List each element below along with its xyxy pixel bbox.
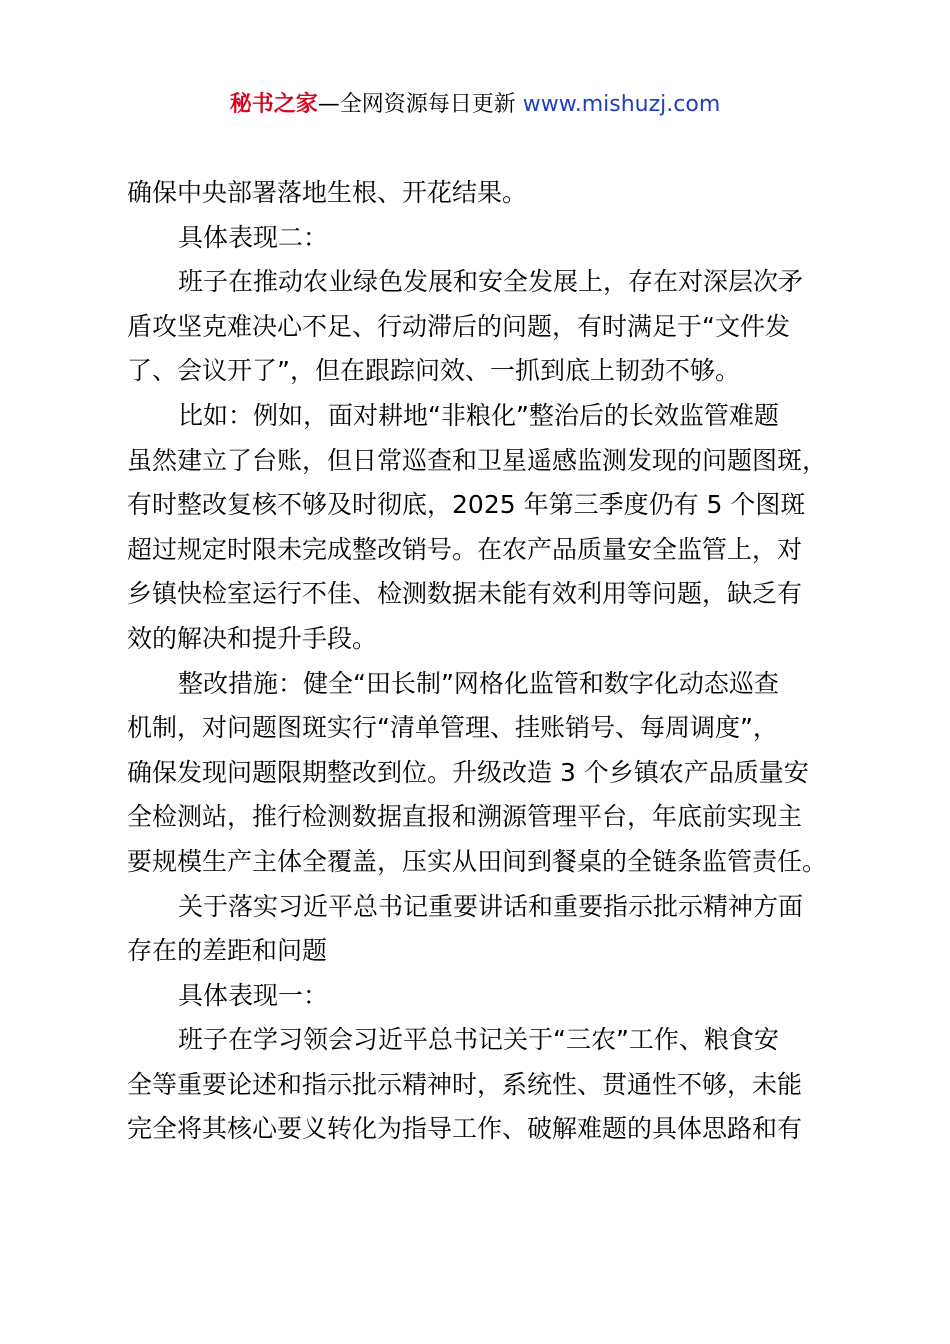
text-line: 确保中央部署落地生根、开花结果。 [127, 178, 528, 207]
text-line: 超过规定时限未完成整改销号。在农产品质量安全监管上，对 [127, 534, 803, 564]
site-url-link[interactable]: www.mishuzj.com [522, 92, 721, 117]
brand-name: 秘书之家 [229, 92, 318, 117]
text-line: 机制，对问题图斑实行“清单管理、挂账销号、每周调度”， [127, 713, 778, 743]
text-line: 乡镇快检室运行不佳、检测数据未能有效利用等问题，缺乏有 [127, 579, 803, 609]
header-tagline: —全网资源每日更新 [317, 92, 523, 117]
text-line: 班子在推动农业绿色发展和安全发展上，存在对深层次矛 [178, 267, 804, 297]
text-line: 效的解决和提升手段。 [127, 623, 378, 653]
text-line: 存在的差距和问题 [127, 936, 328, 966]
text-line: 比如：例如，面对耕地“非粮化”整治后的长效监管难题 [178, 400, 779, 430]
text-line: 具体表现二： [178, 222, 329, 252]
site-header [0, 90, 950, 120]
text-line: 确保发现问题限期整改到位。升级改造 3 个乡镇农产品质量安 [127, 757, 809, 787]
text-line: 完全将其核心要义转化为指导工作、破解难题的具体思路和有 [127, 1114, 803, 1144]
text-line: 关于落实习近平总书记重要讲话和重要指示批示精神方面 [178, 891, 804, 921]
text-line: 全等重要论述和指示批示精神时，系统性、贯通性不够，未能 [127, 1069, 803, 1099]
text-line: 具体表现一： [178, 980, 329, 1010]
text-line: 全检测站，推行检测数据直报和溯源管理平台，年底前实现主 [127, 802, 803, 832]
text-line: 虽然建立了台账，但日常巡查和卫星遥感监测发现的问题图斑， [127, 445, 828, 475]
text-line: 有时整改复核不够及时彻底，2025 年第三季度仍有 5 个图斑 [127, 490, 806, 520]
document-body [127, 171, 837, 1152]
text-line: 要规模生产主体全覆盖，压实从田间到餐桌的全链条监管责任。 [127, 846, 828, 876]
text-line: 班子在学习领会习近平总书记关于“三农”工作、粮食安 [178, 1025, 779, 1055]
text-line: 整改措施：健全“田长制”网格化监管和数字化动态巡查 [178, 668, 779, 698]
text-line: 了、会议开了”，但在跟踪问效、一抓到底上韧劲不够。 [127, 356, 740, 386]
text-line: 盾攻坚克难决心不足、行动滞后的问题，有时满足于“文件发 [127, 311, 790, 341]
